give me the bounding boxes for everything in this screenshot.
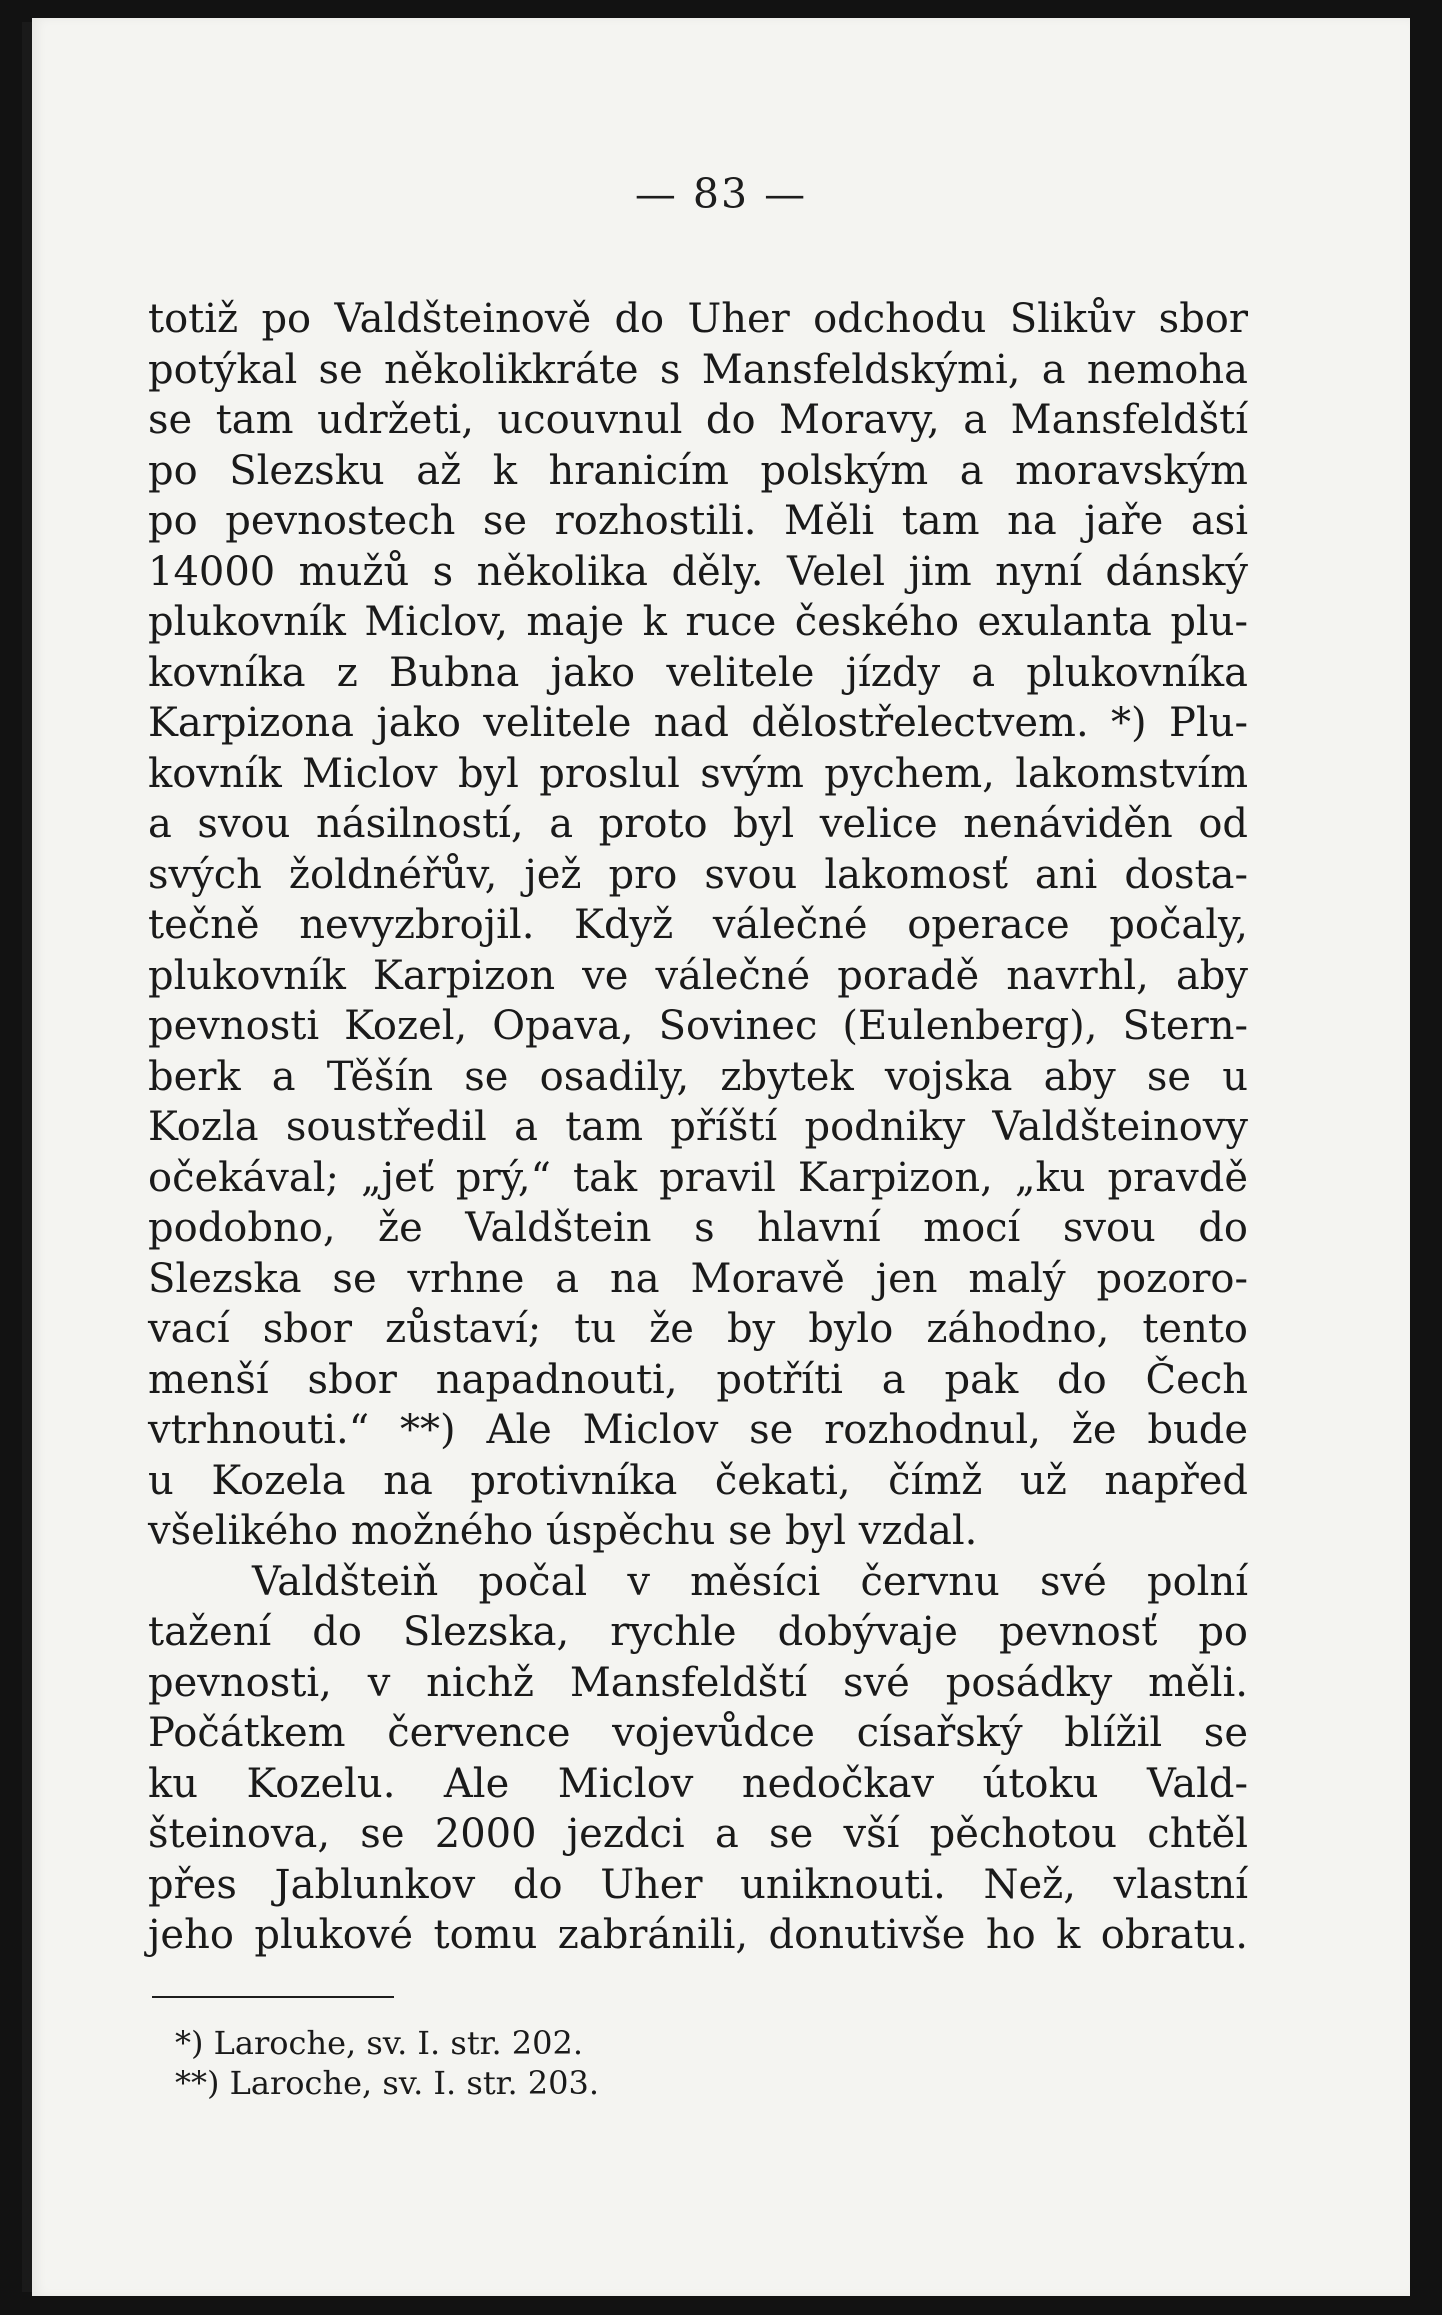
footnote: **) Laroche, sv. I. str. 203.	[175, 2064, 600, 2102]
text-line: plukovník Karpizon ve válečné poradě navrhl, aby	[148, 952, 1248, 999]
text-line: po pevnostech se rozhostili. Měli tam na jaře asi	[148, 498, 1248, 544]
footnote-divider	[152, 1996, 394, 1998]
footnotes	[175, 2023, 599, 2103]
text-line: podobno, že Valdštein s hlavní mocí svou do	[148, 1205, 1248, 1251]
text-line: Počátkem července vojevůdce císařský blížil se	[148, 1710, 1248, 1756]
text-line: přes Jablunkov do Uher uniknouti. Než, vlastní	[148, 1861, 1248, 1908]
text-line: šteinova, se 2000 jezdci a se vší pěchotou chtěl	[148, 1811, 1248, 1857]
text-line: pevnosti, v nichž Mansfeldští své posádky měli.	[148, 1659, 1248, 1706]
text-line: očekával; „jeť prý,“ tak pravil Karpizon, „ku pravdě	[148, 1154, 1248, 1201]
body-text	[148, 294, 1248, 1961]
text-line: po Slezsku až k hranicím polským a moravským	[148, 447, 1248, 494]
text-line: Slezska se vrhne a na Moravě jen malý pozoro-	[148, 1255, 1248, 1302]
footnote: *) Laroche, sv. I. str. 202.	[175, 2024, 584, 2062]
text-line: potýkal se několikkráte s Mansfeldskými, a nemoha	[148, 346, 1248, 393]
paragraph-start-line: Valdšteiň počal v měsíci červnu své polní	[252, 1558, 1248, 1605]
text-line: se tam udržeti, ucouvnul do Moravy, a Mansfeldští	[148, 397, 1248, 443]
text-line: 14000 mužů s několika děly. Velel jim nyní dánský	[148, 548, 1248, 595]
text-line: plukovník Miclov, maje k ruce českého exulanta plu-	[148, 599, 1248, 645]
text-line: všelikého možného úspěchu se byl vzdal.	[148, 1508, 978, 1554]
text-line: pevnosti Kozel, Opava, Sovinec (Eulenberg), Stern-	[148, 1003, 1248, 1049]
text-line: berk a Těšín se osadily, zbytek vojska aby se u	[148, 1053, 1248, 1100]
text-line: Karpizona jako velitele nad dělostřelectvem. *) Plu-	[148, 700, 1248, 746]
text-line: tečně nevyzbrojil. Když válečné operace počaly,	[148, 902, 1248, 948]
text-line: Kozla soustředil a tam příští podniky Valdšteinovy	[148, 1104, 1248, 1150]
text-line: menší sbor napadnouti, potříti a pak do Čech	[148, 1356, 1248, 1403]
text-line: ku Kozelu. Ale Miclov nedočkav útoku Vald-	[148, 1760, 1248, 1807]
text-line: u Kozela na protivníka čekati, čímž už napřed	[148, 1457, 1248, 1504]
text-line: vací sbor zůstaví; tu že by bylo záhodno, tento	[148, 1306, 1248, 1352]
page-number: — 83 —	[634, 170, 808, 218]
text-line: tažení do Slezska, rychle dobývaje pevnosť po	[148, 1609, 1248, 1655]
text-line: totiž po Valdšteinově do Uher odchodu Slikův sbor	[148, 296, 1248, 342]
text-line: vtrhnouti.“ **) Ale Miclov se rozhodnul, že bude	[148, 1407, 1248, 1453]
text-line: jeho plukové tomu zabránili, donutivše ho k obratu.	[148, 1912, 1248, 1958]
text-line: kovník Miclov byl proslul svým pychem, lakomstvím	[148, 750, 1248, 797]
text-line: kovníka z Bubna jako velitele jízdy a plukovníka	[148, 649, 1248, 696]
text-line: svých žoldnéřův, jež pro svou lakomosť ani dosta-	[148, 851, 1248, 898]
text-line: a svou násilností, a proto byl velice nenáviděn od	[148, 801, 1248, 847]
